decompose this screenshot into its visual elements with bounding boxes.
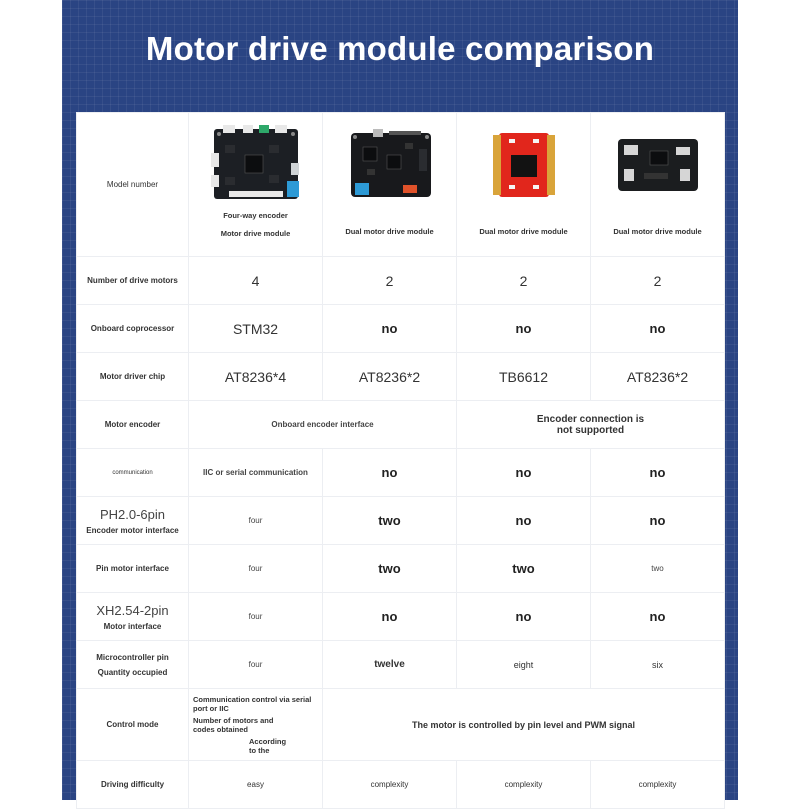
coprocessor-cell: no <box>591 305 725 353</box>
drive-motors-row <box>77 257 725 305</box>
difficulty-cell: easy <box>189 761 323 809</box>
control-line: According to the <box>249 736 287 755</box>
driver-chip-row <box>77 353 725 401</box>
difficulty-cell: complexity <box>323 761 457 809</box>
coprocessor-row <box>77 305 725 353</box>
product-caption-3: Dual motor drive module <box>479 227 568 236</box>
difficulty-cell: complexity <box>591 761 725 809</box>
model-row <box>77 113 725 257</box>
product-caption-4: Dual motor drive module <box>613 227 702 236</box>
row-label-xh254 <box>77 593 189 641</box>
row-label-model: Model number <box>77 113 189 257</box>
encoder-row <box>77 401 725 449</box>
xh254-row <box>77 593 725 641</box>
control-line: Communication control via serial port or IIC <box>193 694 312 713</box>
product-caption-2: Dual motor drive module <box>345 227 434 236</box>
driver-chip-cell: AT8236*2 <box>323 353 457 401</box>
row-label-difficulty: Driving difficulty <box>77 761 189 809</box>
mcu-pins-cell: twelve <box>323 641 457 689</box>
compact-dual-board-icon <box>614 129 702 199</box>
xh254-title: XH2.54-2pin <box>96 602 169 618</box>
tb6612-red-board-icon <box>489 125 559 203</box>
communication-cell: IIC or serial communication <box>189 449 323 497</box>
row-label-encoder: Motor encoder <box>77 401 189 449</box>
mcu-pins-cell: eight <box>457 641 591 689</box>
xh254-cell: four <box>189 593 323 641</box>
product-cell-3 <box>457 113 591 257</box>
coprocessor-cell: no <box>323 305 457 353</box>
driver-chip-cell: AT8236*2 <box>591 353 725 401</box>
xh254-cell: no <box>323 593 457 641</box>
ph20-cell: four <box>189 497 323 545</box>
ph20-cell: no <box>457 497 591 545</box>
comparison-table <box>76 112 725 809</box>
mcu-pins-label-2: Quantity occupied <box>97 667 168 677</box>
pin-motor-cell: two <box>457 545 591 593</box>
page-title: Motor drive module comparison <box>145 30 655 67</box>
drive-motors-cell: 2 <box>457 257 591 305</box>
pin-motor-cell: four <box>189 545 323 593</box>
communication-cell: no <box>591 449 725 497</box>
xh254-cell: no <box>591 593 725 641</box>
product-cell-2 <box>323 113 457 257</box>
row-label-communication: communication <box>77 449 189 497</box>
ph20-cell: no <box>591 497 725 545</box>
pin-motor-row <box>77 545 725 593</box>
pin-motor-cell: two <box>591 545 725 593</box>
pin-motor-cell: two <box>323 545 457 593</box>
row-label-ph20 <box>77 497 189 545</box>
mcu-pins-cell: four <box>189 641 323 689</box>
control-row <box>77 689 725 761</box>
dual-motor-board-icon <box>345 125 435 203</box>
row-label-drive-motors: Number of drive motors <box>77 257 189 305</box>
control-cell-module-1 <box>189 689 323 761</box>
driver-chip-cell: TB6612 <box>457 353 591 401</box>
mcu-pins-row <box>77 641 725 689</box>
mcu-pins-label-1: Microcontroller pin <box>96 652 169 662</box>
coprocessor-cell: STM32 <box>189 305 323 353</box>
ph20-cell: two <box>323 497 457 545</box>
product-caption-1b: Motor drive module <box>220 229 291 238</box>
control-cell-others: The motor is controlled by pin level and PWM signal <box>323 689 725 761</box>
drive-motors-cell: 2 <box>591 257 725 305</box>
page-frame <box>62 0 738 800</box>
difficulty-row <box>77 761 725 809</box>
ph20-title: PH2.0-6pin <box>99 506 166 522</box>
difficulty-cell: complexity <box>457 761 591 809</box>
row-label-pin-motor: Pin motor interface <box>77 545 189 593</box>
row-label-driver-chip: Motor driver chip <box>77 353 189 401</box>
row-label-coprocessor: Onboard coprocessor <box>77 305 189 353</box>
coprocessor-cell: no <box>457 305 591 353</box>
ph20-row <box>77 497 725 545</box>
control-line: Number of motors and codes obtained <box>193 715 274 734</box>
ph20-subtitle: Encoder motor interface <box>86 525 179 535</box>
communication-cell: no <box>457 449 591 497</box>
xh254-subtitle: Motor interface <box>103 621 162 631</box>
mcu-pins-cell: six <box>591 641 725 689</box>
encoder-supported-cell: Onboard encoder interface <box>189 401 457 449</box>
communication-cell: no <box>323 449 457 497</box>
product-caption-1a: Four-way encoder <box>223 211 288 220</box>
product-cell-4 <box>591 113 725 257</box>
encoder-unsupported-text: Encoder connection is not supported <box>536 413 645 436</box>
four-way-encoder-board-icon <box>211 125 301 203</box>
encoder-unsupported-cell <box>457 401 725 449</box>
driver-chip-cell: AT8236*4 <box>189 353 323 401</box>
drive-motors-cell: 2 <box>323 257 457 305</box>
drive-motors-cell: 4 <box>189 257 323 305</box>
row-label-mcu-pins <box>77 641 189 689</box>
row-label-control: Control mode <box>77 689 189 761</box>
communication-row <box>77 449 725 497</box>
xh254-cell: no <box>457 593 591 641</box>
comparison-panel <box>76 112 724 800</box>
product-cell-1 <box>189 113 323 257</box>
